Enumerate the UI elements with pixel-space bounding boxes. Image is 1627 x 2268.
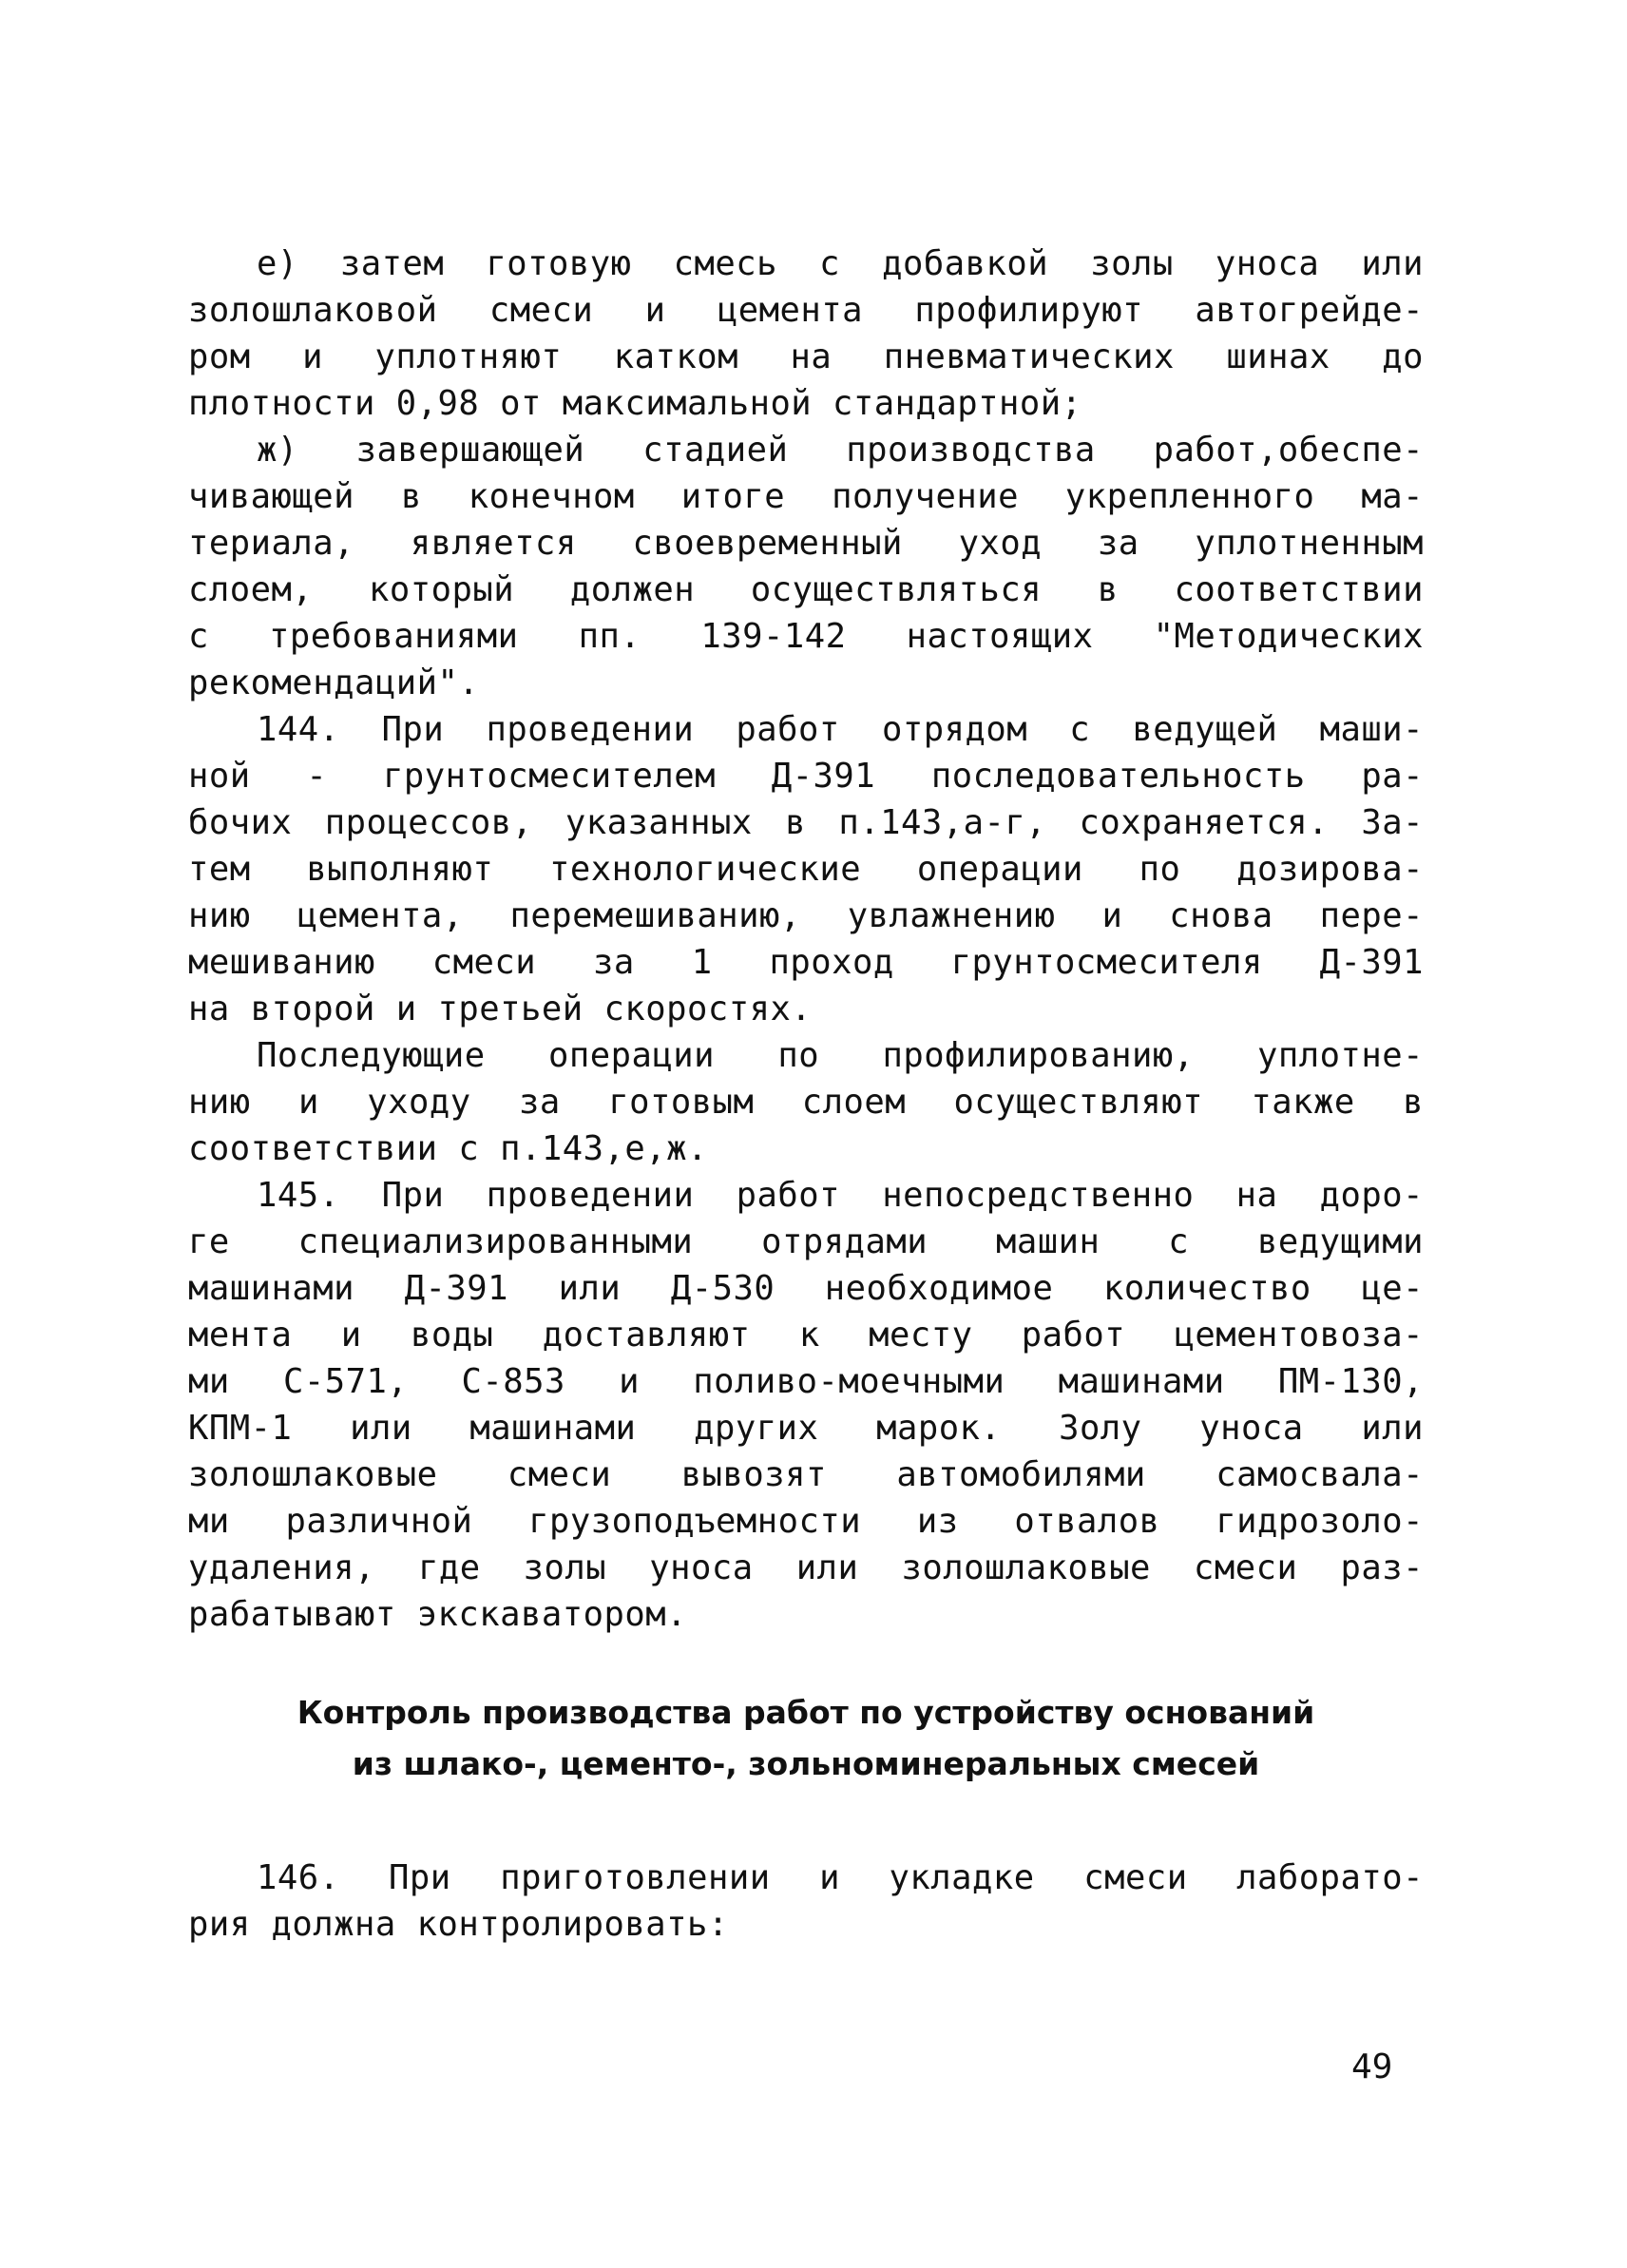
body-line: рабатывают экскаватором.	[188, 1595, 687, 1634]
body-line: нию и уходу за готовым слоем осуществляют также в	[188, 1083, 1424, 1122]
body-line: ром и уплотняют катком на пневматических шинах до	[188, 337, 1424, 376]
section-heading-line-1: Контроль производства работ по устройству оснований	[297, 1694, 1315, 1731]
body-line: золошлаковой смеси и цемента профилируют автогрейде-	[188, 291, 1424, 330]
body-line: териала, является своевременный уход за уплотненным	[188, 524, 1424, 563]
page-number: 49	[1351, 2047, 1393, 2086]
body-line: ж) завершающей стадией производства работ,обеспе-	[257, 431, 1424, 470]
body-line: удаления, где золы уноса или золошлаковые смеси раз-	[188, 1548, 1424, 1587]
paragraph-146	[188, 1855, 1424, 1948]
body-line: КПМ-1 или машинами других марок. Золу уноса или	[188, 1409, 1424, 1448]
body-line: 144. При проведении работ отрядом с ведущей маши-	[257, 710, 1424, 749]
body-line: чивающей в конечном итоге получение укрепленного ма-	[188, 477, 1424, 516]
paragraph-146-line-2: рия должна контролировать:	[188, 1905, 729, 1944]
body-line: ге специализированными отрядами машин с ведущими	[188, 1222, 1424, 1261]
body-line: машинами Д-391 или Д-530 необходимое количество це-	[188, 1269, 1424, 1308]
body-line: на второй и третьей скоростях.	[188, 990, 813, 1028]
paragraph-146-line-1: 146. При приготовлении и укладке смеси лаборато-	[257, 1858, 1424, 1897]
body-line: Последующие операции по профилированию, уплотне-	[257, 1036, 1424, 1075]
section-heading	[188, 1687, 1424, 1790]
body-line: 145. При проведении работ непосредственно на доро-	[257, 1176, 1424, 1215]
body-line: с требованиями пп. 139-142 настоящих "Методических	[188, 617, 1424, 656]
body-line: плотности 0,98 от максимальной стандартной;	[188, 384, 1082, 423]
body-line: мешиванию смеси за 1 проход грунтосмесителя Д-391	[188, 943, 1424, 982]
body-line: ми различной грузоподъемности из отвалов гидрозоло-	[188, 1502, 1424, 1541]
body-line: бочих процессов, указанных в п.143,а-г, сохраняется. За-	[188, 803, 1424, 842]
body-line: соответствии с п.143,е,ж.	[188, 1129, 708, 1168]
body-line: ной - грунтосмесителем Д-391 последовательность ра-	[188, 757, 1424, 796]
section-heading-line-2: из шлако-, цементо-, зольноминеральных смесей	[352, 1745, 1260, 1782]
body-line: рекомендаций".	[188, 663, 480, 702]
body-line: ми С-571, С-853 и поливо-моечными машинами ПМ-130,	[188, 1362, 1424, 1401]
body-line: мента и воды доставляют к месту работ цементовоза-	[188, 1316, 1424, 1355]
body-line: золошлаковые смеси вывозят автомобилями самосвала-	[188, 1455, 1424, 1494]
body-text	[188, 240, 1424, 1638]
body-line: тем выполняют технологические операции по дозирова-	[188, 850, 1424, 889]
body-line: нию цемента, перемешиванию, увлажнению и снова пере-	[188, 896, 1424, 935]
body-line: слоем, который должен осуществляться в соответствии	[188, 570, 1424, 609]
body-line: е) затем готовую смесь с добавкой золы уноса или	[257, 244, 1424, 283]
